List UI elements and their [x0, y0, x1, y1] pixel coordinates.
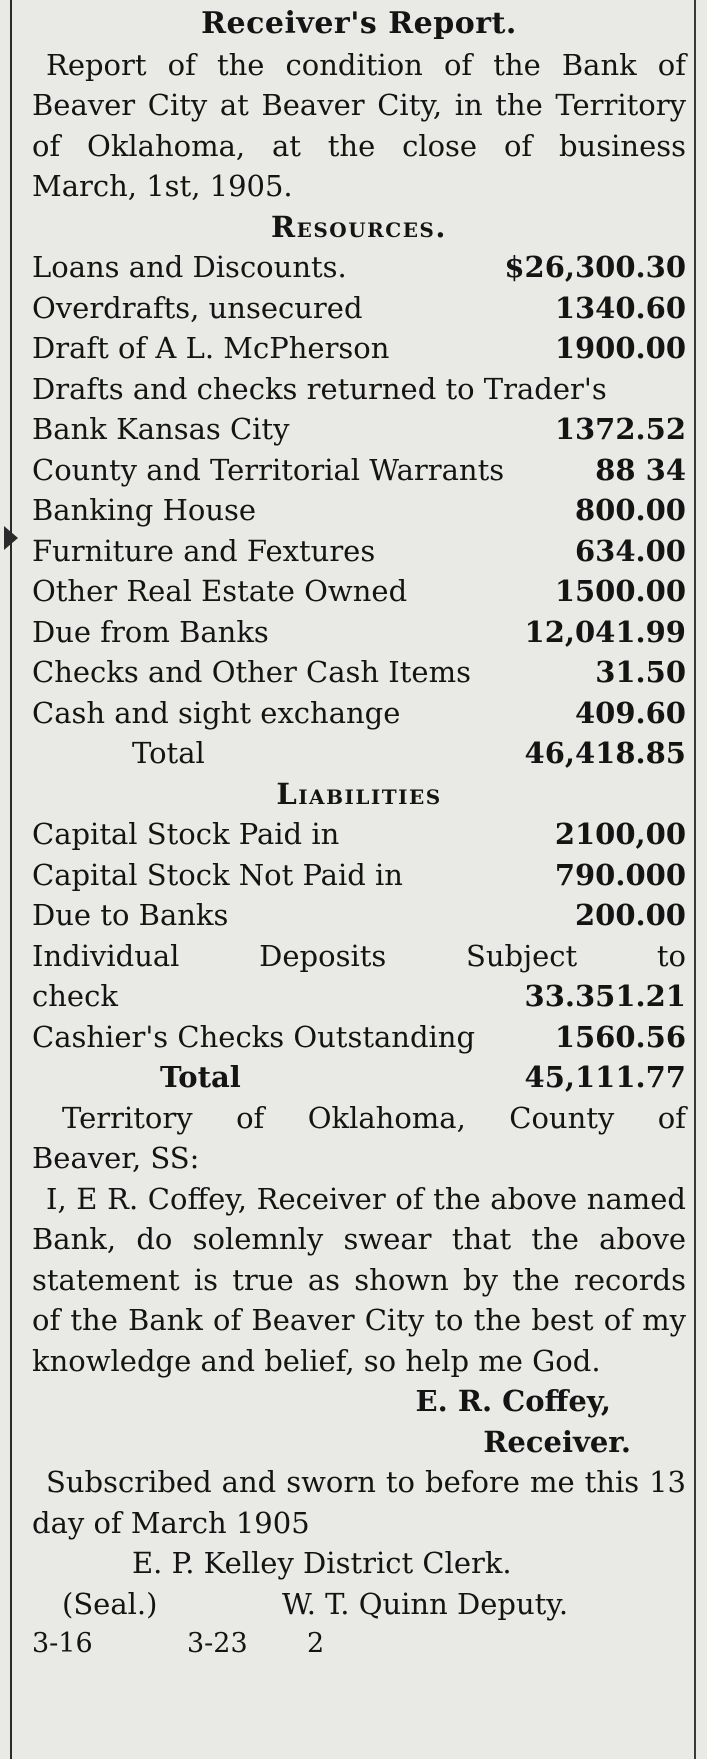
deposits-word: Deposits — [259, 938, 387, 973]
resource-amount: $26,300.30 — [504, 250, 686, 284]
clerk-line: E. P. Kelley District Clerk. — [132, 1546, 512, 1580]
liabilities-total-amount: 45,111.77 — [524, 1060, 686, 1094]
county-word: Territory — [62, 1100, 193, 1135]
jurat-text: Subscribed and sworn to before me this 13 day of March 1905 — [32, 1465, 686, 1540]
deposits-word: to — [656, 938, 686, 973]
resource-label: Cash and sight exchange — [32, 695, 401, 730]
signer-title: Receiver. — [483, 1424, 631, 1459]
resource-row — [32, 531, 686, 572]
deputy-line: W. T. Quinn Deputy. — [282, 1586, 569, 1621]
resource-label: Checks and Other Cash Items — [32, 655, 471, 689]
liability-amount: 1560.56 — [554, 1019, 686, 1054]
insertion-dates — [32, 1624, 686, 1665]
seal-line — [32, 1584, 686, 1625]
report-title: Receiver's Report. — [201, 6, 517, 41]
resource-row — [32, 247, 686, 288]
oath-county-line2: Beaver, SS: — [32, 1141, 200, 1175]
resource-label: Draft of A L. McPherson — [32, 331, 390, 365]
oath-body: I, E R. Coffey, Receiver of the above named Bank, do solemnly swear that the above statement is true as shown by the records of the Bank of Beaver City to the best of my knowledge and belief, so help me God. — [32, 1181, 686, 1378]
resource-row — [32, 450, 686, 491]
insertion-count: 2 — [307, 1628, 325, 1659]
resource-amount: 1340.60 — [554, 290, 686, 325]
resource-amount: 31.50 — [595, 655, 686, 689]
deposits-line — [32, 936, 686, 977]
resource-row — [32, 409, 686, 450]
liability-row — [32, 855, 686, 896]
county-word: County — [509, 1100, 615, 1135]
resource-label: Other Real Estate Owned — [32, 574, 408, 608]
liabilities-list — [32, 814, 686, 1098]
resource-label: Banking House — [32, 493, 257, 527]
resource-row — [32, 612, 686, 653]
resources-total-row — [32, 733, 686, 774]
resource-amount: 634.00 — [575, 533, 686, 568]
county-word: of — [236, 1100, 265, 1135]
liability-label: Capital Stock Paid in — [32, 817, 340, 851]
resource-label: Loans and Discounts. — [32, 250, 347, 284]
liability-row — [32, 895, 686, 936]
resource-row — [32, 693, 686, 734]
liability-label: check — [32, 979, 118, 1013]
resources-list — [32, 247, 686, 774]
resource-row — [32, 288, 686, 329]
resource-traders-line: Drafts and checks returned to Trader's — [32, 371, 607, 406]
insertion-date: 3-16 — [32, 1628, 93, 1659]
resources-total-label: Total — [132, 736, 205, 770]
liability-amount: 790.000 — [554, 857, 686, 892]
county-word: Oklahoma, — [307, 1100, 466, 1135]
signer-name: E. R. Coffey, — [415, 1384, 611, 1418]
resource-row — [32, 652, 686, 693]
seal-label: (Seal.) — [62, 1586, 158, 1621]
pointer-arrow-icon — [4, 526, 18, 550]
resource-amount: 12,041.99 — [524, 614, 686, 649]
deposits-word: Individual — [32, 938, 180, 973]
county-word: of — [657, 1100, 686, 1135]
liabilities-total-label: Total — [160, 1060, 241, 1094]
report-intro: Report of the condition of the Bank of Beaver City at Beaver City, in the Territory of Oklahoma, at the close of business March, 1st, 1905. — [32, 47, 686, 203]
liability-row — [32, 976, 686, 1017]
liability-amount: 33.351.21 — [524, 979, 686, 1013]
liability-row — [32, 1017, 686, 1058]
resource-amount: 1372.52 — [554, 412, 686, 446]
resource-amount: 1500.00 — [554, 574, 686, 608]
resource-row — [32, 571, 686, 612]
right-column-rule — [694, 0, 696, 1759]
insertion-date: 3-23 — [187, 1628, 248, 1659]
resource-label: County and Territorial Warrants — [32, 452, 505, 487]
resources-heading: Resources. — [271, 209, 447, 244]
oath-county-line — [32, 1098, 686, 1139]
resource-amount: 409.60 — [575, 695, 686, 730]
resource-label: Overdrafts, unsecured — [32, 290, 363, 325]
resource-label: Furniture and Fextures — [32, 533, 376, 568]
report-column — [32, 4, 686, 1665]
resource-row — [32, 490, 686, 531]
left-column-rule — [10, 0, 12, 1759]
deposits-word: Subject — [465, 938, 578, 973]
resource-amount: 800.00 — [575, 493, 686, 527]
liability-row — [32, 814, 686, 855]
liability-amount: 200.00 — [575, 898, 686, 932]
liability-label: Capital Stock Not Paid in — [32, 857, 403, 892]
liability-amount: 2100,00 — [554, 817, 686, 851]
liability-label: Due to Banks — [32, 898, 229, 932]
resource-amount: 88 34 — [595, 452, 686, 487]
resource-label: Bank Kansas City — [32, 412, 290, 446]
resource-amount: 1900.00 — [554, 331, 686, 365]
resource-label: Due from Banks — [32, 614, 269, 649]
liabilities-total-row — [32, 1057, 686, 1098]
resource-row — [32, 328, 686, 369]
liability-label: Cashier's Checks Outstanding — [32, 1019, 476, 1054]
liabilities-heading: Liabilities — [276, 776, 442, 811]
resources-total-amount: 46,418.85 — [524, 736, 686, 770]
